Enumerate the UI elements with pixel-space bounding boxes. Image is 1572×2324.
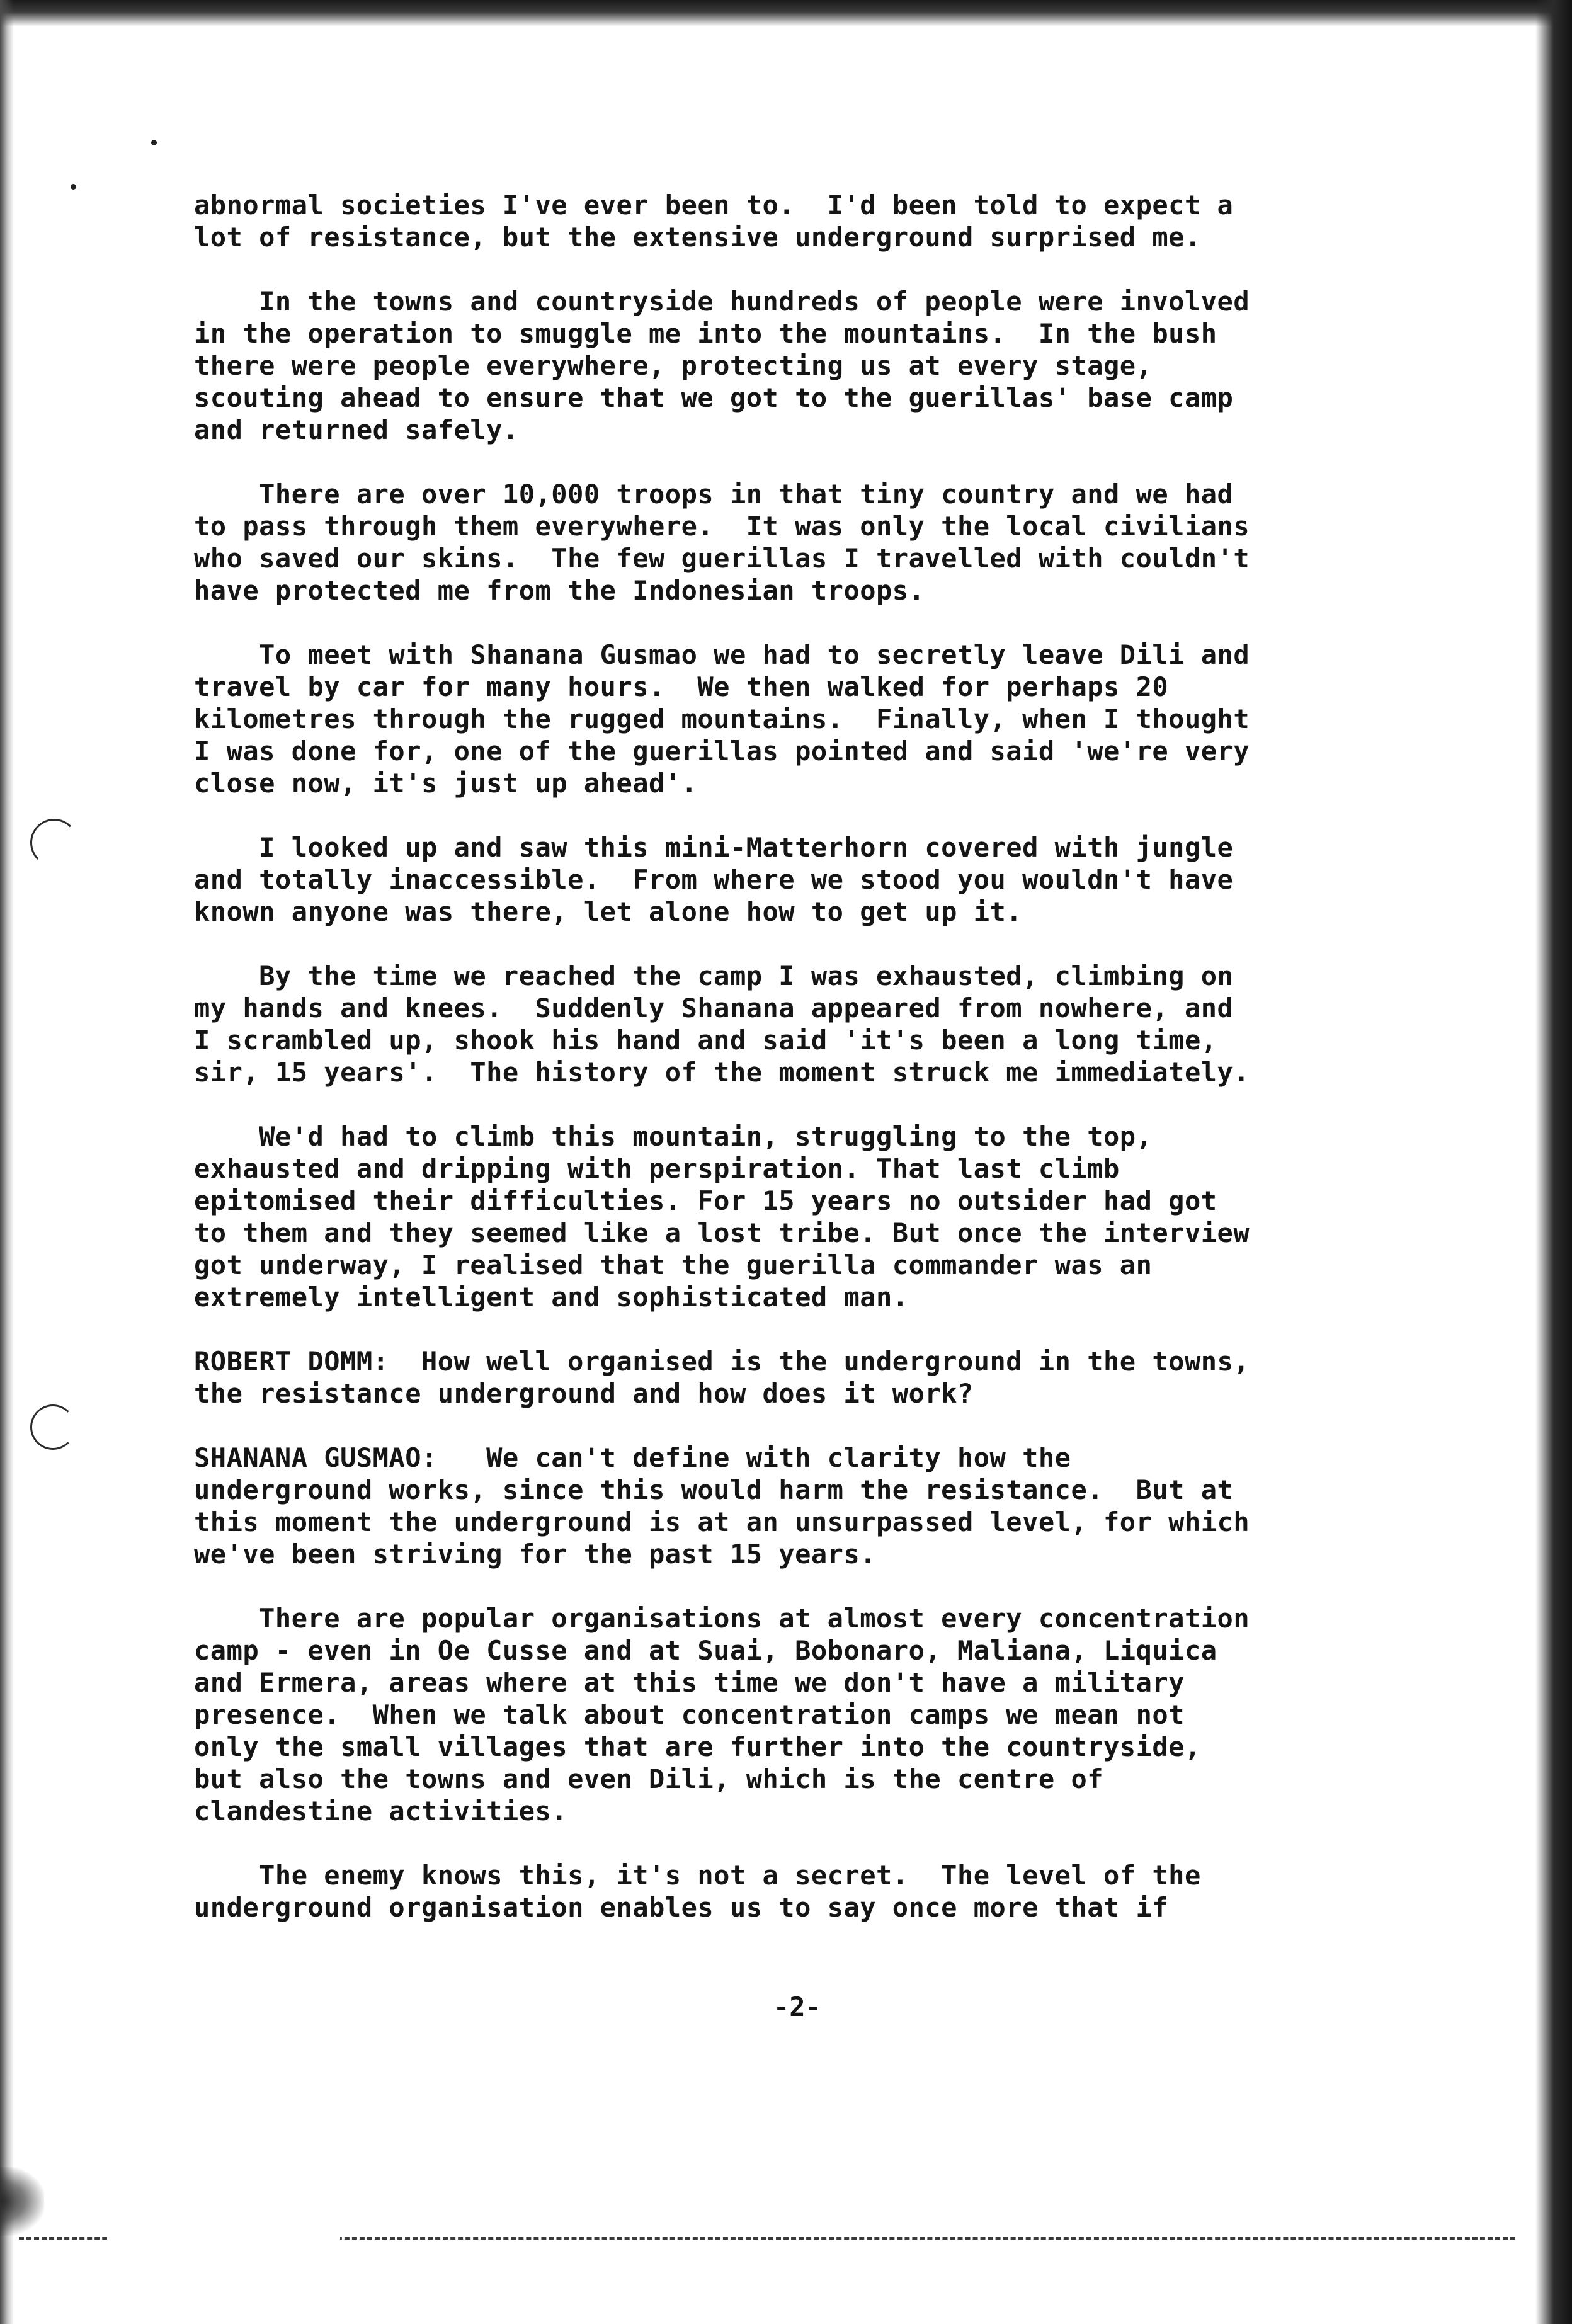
text-line: There are popular organisations at almost every concentration [194, 1603, 1250, 1634]
text-line: kilometres through the rugged mountains. Finally, when I thought [194, 703, 1250, 734]
text-line: the resistance underground and how does it work? [194, 1378, 974, 1409]
text-line: got underway, I realised that the guerilla commander was an [194, 1250, 1153, 1280]
document-body [194, 189, 1447, 1956]
text-line: close now, it's just up ahead'. [194, 768, 698, 799]
paragraph-p5 [194, 831, 1447, 928]
scan-edge-left [0, 0, 14, 2324]
text-line: I looked up and saw this mini-Matterhorn covered with jungle [194, 832, 1234, 863]
text-line: have protected me from the Indonesian troops. [194, 575, 925, 606]
text-line: presence. When we talk about concentration camps we mean not [194, 1699, 1185, 1730]
text-line: travel by car for many hours. We then walked for perhaps 20 [194, 671, 1169, 702]
text-line: I scrambled up, shook his hand and said 'it's been a long time, [194, 1025, 1217, 1056]
text-line: clandestine activities. [194, 1796, 568, 1826]
text-line: By the time we reached the camp I was exhausted, climbing on [194, 960, 1234, 991]
scan-edge-top [0, 0, 1572, 26]
paragraph-p7 [194, 1120, 1447, 1313]
text-line: To meet with Shanana Gusmao we had to secretly leave Dili and [194, 639, 1250, 670]
paragraph-p8 [194, 1345, 1447, 1410]
paragraph-p1 [194, 189, 1447, 253]
scan-speck [151, 140, 157, 145]
scan-corner-blot [0, 2167, 44, 2236]
punch-hole-mark [30, 819, 78, 867]
text-line: and returned safely. [194, 414, 519, 445]
text-line: we've been striving for the past 15 years. [194, 1539, 877, 1569]
scan-speck [71, 184, 76, 190]
text-line: exhausted and dripping with perspiration. That last climb [194, 1153, 1120, 1184]
punch-hole-mark [30, 1404, 76, 1450]
paragraph-p6 [194, 960, 1447, 1088]
text-line: epitomised their difficulties. For 15 years no outsider had got [194, 1185, 1217, 1216]
scan-edge-right [1535, 0, 1572, 2324]
text-line: abnormal societies I've ever been to. I'd been told to expect a [194, 190, 1234, 220]
text-line: there were people everywhere, protecting us at every stage, [194, 350, 1153, 381]
text-line: this moment the underground is at an unsurpassed level, for which [194, 1507, 1250, 1537]
text-line: camp - even in Oe Cusse and at Suai, Bobonaro, Maliana, Liquica [194, 1635, 1217, 1666]
text-line: The enemy knows this, it's not a secret. The level of the [194, 1860, 1201, 1891]
text-line: ROBERT DOMM: How well organised is the underground in the towns, [194, 1346, 1250, 1377]
paragraph-p4 [194, 639, 1447, 799]
text-line: and totally inaccessible. From where we stood you wouldn't have [194, 864, 1234, 895]
paragraph-p9 [194, 1442, 1447, 1570]
text-line: We'd had to climb this mountain, struggling to the top, [194, 1121, 1153, 1152]
paragraph-p11 [194, 1859, 1447, 1923]
text-line: who saved our skins. The few guerillas I travelled with couldn't [194, 543, 1250, 574]
paragraph-p10 [194, 1602, 1447, 1827]
text-line: underground organisation enables us to say once more that if [194, 1892, 1169, 1923]
text-line: lot of resistance, but the extensive underground surprised me. [194, 222, 1201, 253]
text-line: in the operation to smuggle me into the mountains. In the bush [194, 318, 1217, 349]
text-line: to pass through them everywhere. It was only the local civilians [194, 511, 1250, 542]
text-line: only the small villages that are further into the countryside, [194, 1731, 1201, 1762]
text-line: but also the towns and even Dili, which is the centre of [194, 1763, 1104, 1794]
text-line: extremely intelligent and sophisticated man. [194, 1282, 909, 1313]
page-number: -2- [773, 1991, 821, 2022]
text-line: known anyone was there, let alone how to get up it. [194, 896, 1023, 927]
text-line: There are over 10,000 troops in that tiny country and we had [194, 479, 1234, 510]
paragraph-p3 [194, 478, 1447, 607]
text-line: my hands and knees. Suddenly Shanana appeared from nowhere, and [194, 993, 1234, 1023]
paragraph-p2 [194, 285, 1447, 446]
text-line: I was done for, one of the guerillas pointed and said 'we're very [194, 736, 1250, 766]
text-line: SHANANA GUSMAO: We can't define with clarity how the [194, 1442, 1071, 1473]
text-line: In the towns and countryside hundreds of people were involved [194, 286, 1250, 317]
text-line: sir, 15 years'. The history of the moment struck me immediately. [194, 1057, 1250, 1088]
text-line: to them and they seemed like a lost tribe. But once the interview [194, 1217, 1250, 1248]
text-line: and Ermera, areas where at this time we don't have a military [194, 1667, 1185, 1698]
bottom-rule-gap [107, 2235, 340, 2242]
text-line: underground works, since this would harm the resistance. But at [194, 1474, 1234, 1505]
text-line: scouting ahead to ensure that we got to the guerillas' base camp [194, 382, 1234, 413]
